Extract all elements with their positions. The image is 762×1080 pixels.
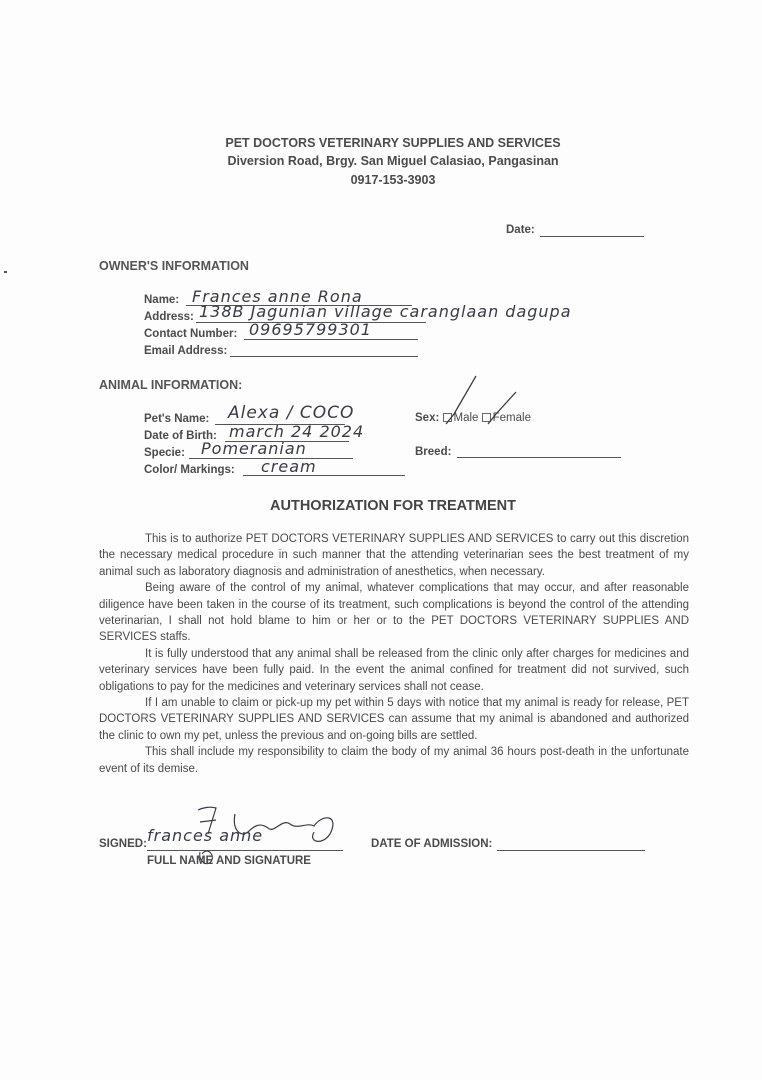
sex-female-label: Female — [492, 412, 531, 424]
date-admission-label: DATE OF ADMISSION: — [371, 838, 493, 850]
authorization-paragraph: If I am unable to claim or pick-up my pet within 5 days with notice that my animal is ready for release, PET DOCTORS VETERINARY SUPPLIES AND SERVICES can assume that my animal is abandoned and authorized the clinic to own my pet, unless the previous and on-going bills are settled. — [99, 697, 689, 742]
animal-section-title: ANIMAL INFORMATION: — [99, 378, 243, 392]
date-label: Date: — [506, 224, 535, 236]
signature-stroke — [234, 814, 333, 841]
female-check-mark — [488, 392, 516, 424]
authorization-body — [99, 531, 689, 777]
signature-stroke — [198, 807, 216, 834]
sex-male-label: Male — [453, 412, 479, 424]
clinic-name: PET DOCTORS VETERINARY SUPPLIES AND SERVICES — [225, 136, 561, 150]
owner-contact-label: Contact Number: — [144, 328, 238, 340]
specie-value[interactable]: Pomeranian — [201, 439, 307, 458]
dob-value[interactable]: march 24 2024 — [229, 422, 365, 441]
owner-email-line[interactable] — [230, 356, 418, 357]
date-field-line[interactable] — [540, 236, 644, 237]
owner-name-value[interactable]: Frances anne Rona — [192, 287, 363, 306]
owner-address-value[interactable]: 138B Jagunian village caranglaan dagupa — [199, 302, 572, 321]
scan-speck — [4, 271, 7, 273]
authorization-paragraph: It is fully understood that any animal shall be released from the clinic only after charges for medicines and veterinary services have been fully paid. In the event the animal confined for treatment did not survived, such obligations to pay for the medicines and veterinary services shall not cease. — [99, 647, 689, 693]
owner-section-title: OWNER'S INFORMATION — [99, 259, 249, 273]
signature-handwritten-name[interactable]: frances anne — [147, 826, 264, 845]
pet-name-value[interactable]: Alexa / COCO — [228, 403, 355, 423]
owner-email-label: Email Address: — [144, 345, 228, 357]
male-check-mark — [446, 376, 476, 424]
authorization-paragraph: Being aware of the control of my animal, whatever complications that may occur, and after reasonable diligence have been taken in the course of its treatment, such complications is beyond the control of the attending veterinarian, I shall not hold blame to him or her or to the PET DOCTORS VETERINARY SUPPLIES AND SERVICES staffs. — [99, 582, 689, 644]
clinic-address: Diversion Road, Brgy. San Miguel Calasiao, Pangasinan — [227, 154, 559, 168]
date-admission-line[interactable] — [497, 850, 645, 851]
signed-label: SIGNED: — [99, 838, 147, 850]
authorization-title: AUTHORIZATION FOR TREATMENT — [270, 498, 516, 514]
dob-label: Date of Birth: — [144, 430, 217, 442]
owner-contact-value[interactable]: 09695799301 — [249, 320, 372, 339]
owner-name-label: Name: — [144, 294, 180, 306]
authorization-paragraph: This shall include my responsibility to claim the body of my animal 36 hours post-death in the unfortunate event of its demise. — [99, 746, 689, 775]
clinic-phone: 0917-153-3903 — [350, 173, 436, 187]
owner-contact-line — [244, 339, 418, 340]
owner-address-label: Address: — [144, 311, 194, 323]
authorization-paragraph: This is to authorize PET DOCTORS VETERINARY SUPPLIES AND SERVICES to carry out this discretion the necessary medical procedure in such manner that the attending veterinarian sees the best treatment of my animal such as laboratory diagnosis and administration of anesthetics, when necessary. — [99, 533, 689, 578]
signature-caption: FULL NAME AND SIGNATURE — [147, 855, 311, 867]
sex-check-marks — [438, 372, 518, 428]
color-label: Color/ Markings: — [144, 464, 235, 476]
pet-name-label: Pet's Name: — [144, 413, 210, 425]
breed-label: Breed: — [415, 446, 452, 458]
specie-label: Specie: — [144, 447, 185, 459]
breed-line[interactable] — [457, 457, 621, 458]
sex-label: Sex: — [415, 412, 440, 424]
color-value[interactable]: cream — [261, 457, 317, 476]
